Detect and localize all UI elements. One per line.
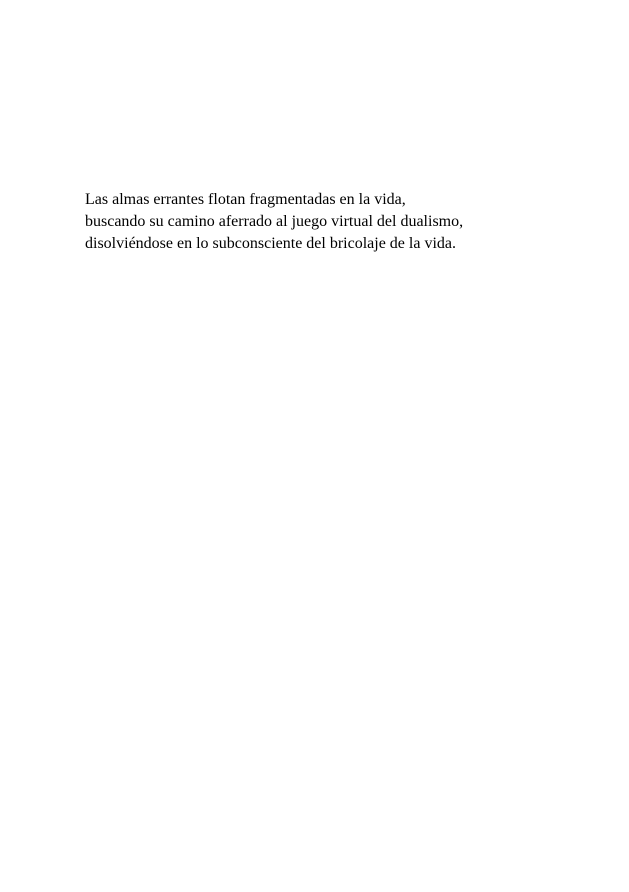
poem-line-2: buscando su camino aferrado al juego virtual del dualismo, — [85, 213, 464, 230]
poem-line-1: Las almas errantes flotan fragmentadas en la vida, — [85, 191, 406, 208]
poem-text-block — [85, 189, 463, 255]
poem-line-3: disolviéndose en lo subconsciente del bricolaje de la vida. — [85, 235, 456, 252]
